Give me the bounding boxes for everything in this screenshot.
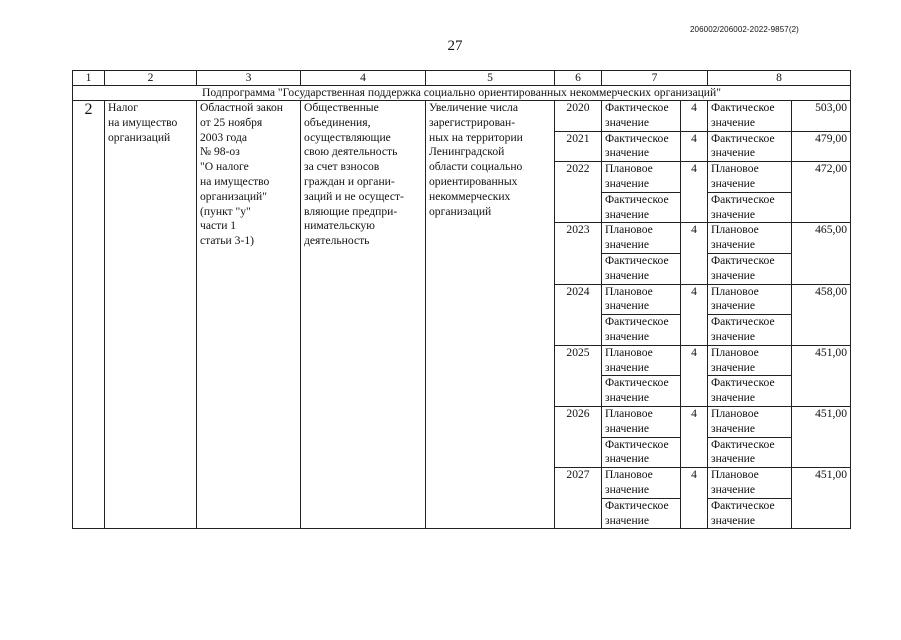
recipients-line: свою деятельность — [304, 145, 398, 159]
indicator-count: 4 — [681, 284, 708, 345]
recipients-line: осуществляющие — [304, 130, 391, 144]
recipients-line: вляющие предпри- — [304, 204, 398, 218]
goal-indicator-line: ориентированных — [429, 174, 518, 188]
tax-name-line: Налог — [108, 101, 138, 114]
indicator-count: 4 — [681, 131, 708, 162]
year-cell: 2025 — [555, 345, 602, 406]
law-reference-line: от 25 ноября — [200, 115, 263, 129]
recipients-line: заций и не осущест- — [304, 189, 404, 203]
indicator-type: Фактическое значение — [602, 131, 681, 162]
value-type: Плановое значение — [708, 468, 792, 499]
column-number-row — [73, 71, 851, 86]
subprogram-title: Подпрограмма "Государственная поддержка социально ориентированных некоммерческих организаций" — [73, 86, 851, 101]
law-reference — [197, 101, 301, 529]
page-number: 27 — [447, 38, 463, 54]
value-type: Фактическое значение — [708, 192, 792, 223]
indicator-type: Плановое значение — [602, 345, 681, 376]
column-number: 2 — [105, 71, 197, 86]
goal-indicator-line: области социально — [429, 160, 523, 174]
year-cell: 2026 — [555, 406, 602, 467]
column-number: 4 — [301, 71, 426, 86]
value-amount: 451,00 — [792, 345, 851, 406]
indicator-type: Фактическое значение — [602, 376, 681, 407]
indicator-type: Плановое значение — [602, 162, 681, 193]
recipients-line: за счет взносов — [304, 160, 380, 174]
value-amount: 451,00 — [792, 406, 851, 467]
year-row — [73, 101, 851, 132]
law-reference-line: Областной закон — [200, 101, 284, 114]
value-type: Фактическое значение — [708, 253, 792, 284]
recipients — [301, 101, 426, 529]
value-amount: 503,00 — [792, 101, 851, 132]
value-type: Фактическое значение — [708, 101, 792, 132]
value-amount: 479,00 — [792, 131, 851, 162]
value-type: Плановое значение — [708, 406, 792, 437]
value-type: Фактическое значение — [708, 315, 792, 346]
tax-name — [105, 101, 197, 529]
year-cell: 2020 — [555, 101, 602, 132]
value-type: Плановое значение — [708, 162, 792, 193]
indicator-count: 4 — [681, 101, 708, 132]
indicator-count: 4 — [681, 345, 708, 406]
law-reference-line: на имущество — [200, 174, 270, 188]
column-number: 7 — [602, 71, 708, 86]
year-cell: 2027 — [555, 468, 602, 529]
value-amount: 472,00 — [792, 162, 851, 223]
law-reference-line: (пункт "у" — [200, 204, 251, 218]
law-reference-line: организаций" — [200, 189, 267, 203]
goal-indicator-line: ных на территории — [429, 130, 523, 144]
year-cell: 2023 — [555, 223, 602, 284]
column-number: 3 — [197, 71, 301, 86]
indicator-type: Плановое значение — [602, 406, 681, 437]
value-amount: 458,00 — [792, 284, 851, 345]
indicator-count: 4 — [681, 406, 708, 467]
indicator-count: 4 — [681, 162, 708, 223]
value-amount: 451,00 — [792, 468, 851, 529]
recipients-line: объединения, — [304, 115, 371, 129]
year-cell: 2022 — [555, 162, 602, 223]
goal-indicator-line: некоммерческих — [429, 189, 511, 203]
indicator-type: Фактическое значение — [602, 253, 681, 284]
subprogram-row — [73, 86, 851, 101]
column-number: 1 — [73, 71, 105, 86]
recipients-line: Общественные — [304, 101, 379, 114]
value-type: Плановое значение — [708, 345, 792, 376]
goal-indicator — [426, 101, 555, 529]
year-cell: 2024 — [555, 284, 602, 345]
value-type: Фактическое значение — [708, 498, 792, 529]
goal-indicator-line: зарегистрирован- — [429, 115, 516, 129]
document-id: 206002/206002-2022-9857(2) — [690, 25, 799, 34]
tax-expenditure-table — [72, 70, 851, 529]
value-type: Плановое значение — [708, 284, 792, 315]
goal-indicator-line: Ленинградской — [429, 145, 505, 159]
indicator-type: Фактическое значение — [602, 498, 681, 529]
goal-indicator-line: организаций — [429, 204, 492, 218]
recipients-line: граждан и органи- — [304, 174, 395, 188]
indicator-type: Плановое значение — [602, 284, 681, 315]
value-type: Плановое значение — [708, 223, 792, 254]
indicator-type: Фактическое значение — [602, 101, 681, 132]
law-reference-line: № 98-оз — [200, 145, 240, 159]
indicator-type: Фактическое значение — [602, 315, 681, 346]
value-type: Фактическое значение — [708, 376, 792, 407]
law-reference-line: части 1 — [200, 219, 237, 233]
goal-indicator-line: Увеличение числа — [429, 101, 518, 114]
value-type: Фактическое значение — [708, 131, 792, 162]
value-amount: 465,00 — [792, 223, 851, 284]
column-number: 6 — [555, 71, 602, 86]
law-reference-line: "О налоге — [200, 160, 249, 174]
year-cell: 2021 — [555, 131, 602, 162]
law-reference-line: 2003 года — [200, 130, 248, 144]
indicator-type: Фактическое значение — [602, 192, 681, 223]
row-number: 2 — [73, 101, 105, 529]
indicator-count: 4 — [681, 223, 708, 284]
recipients-line: деятельность — [304, 234, 370, 248]
recipients-line: нимательскую — [304, 219, 375, 233]
indicator-type: Фактическое значение — [602, 437, 681, 468]
tax-name-line: на имущество — [108, 115, 178, 129]
value-type: Фактическое значение — [708, 437, 792, 468]
indicator-type: Плановое значение — [602, 223, 681, 254]
column-number: 5 — [426, 71, 555, 86]
tax-name-line: организаций — [108, 130, 171, 144]
law-reference-line: статьи 3-1) — [200, 234, 254, 248]
indicator-count: 4 — [681, 468, 708, 529]
indicator-type: Плановое значение — [602, 468, 681, 499]
column-number: 8 — [708, 71, 851, 86]
